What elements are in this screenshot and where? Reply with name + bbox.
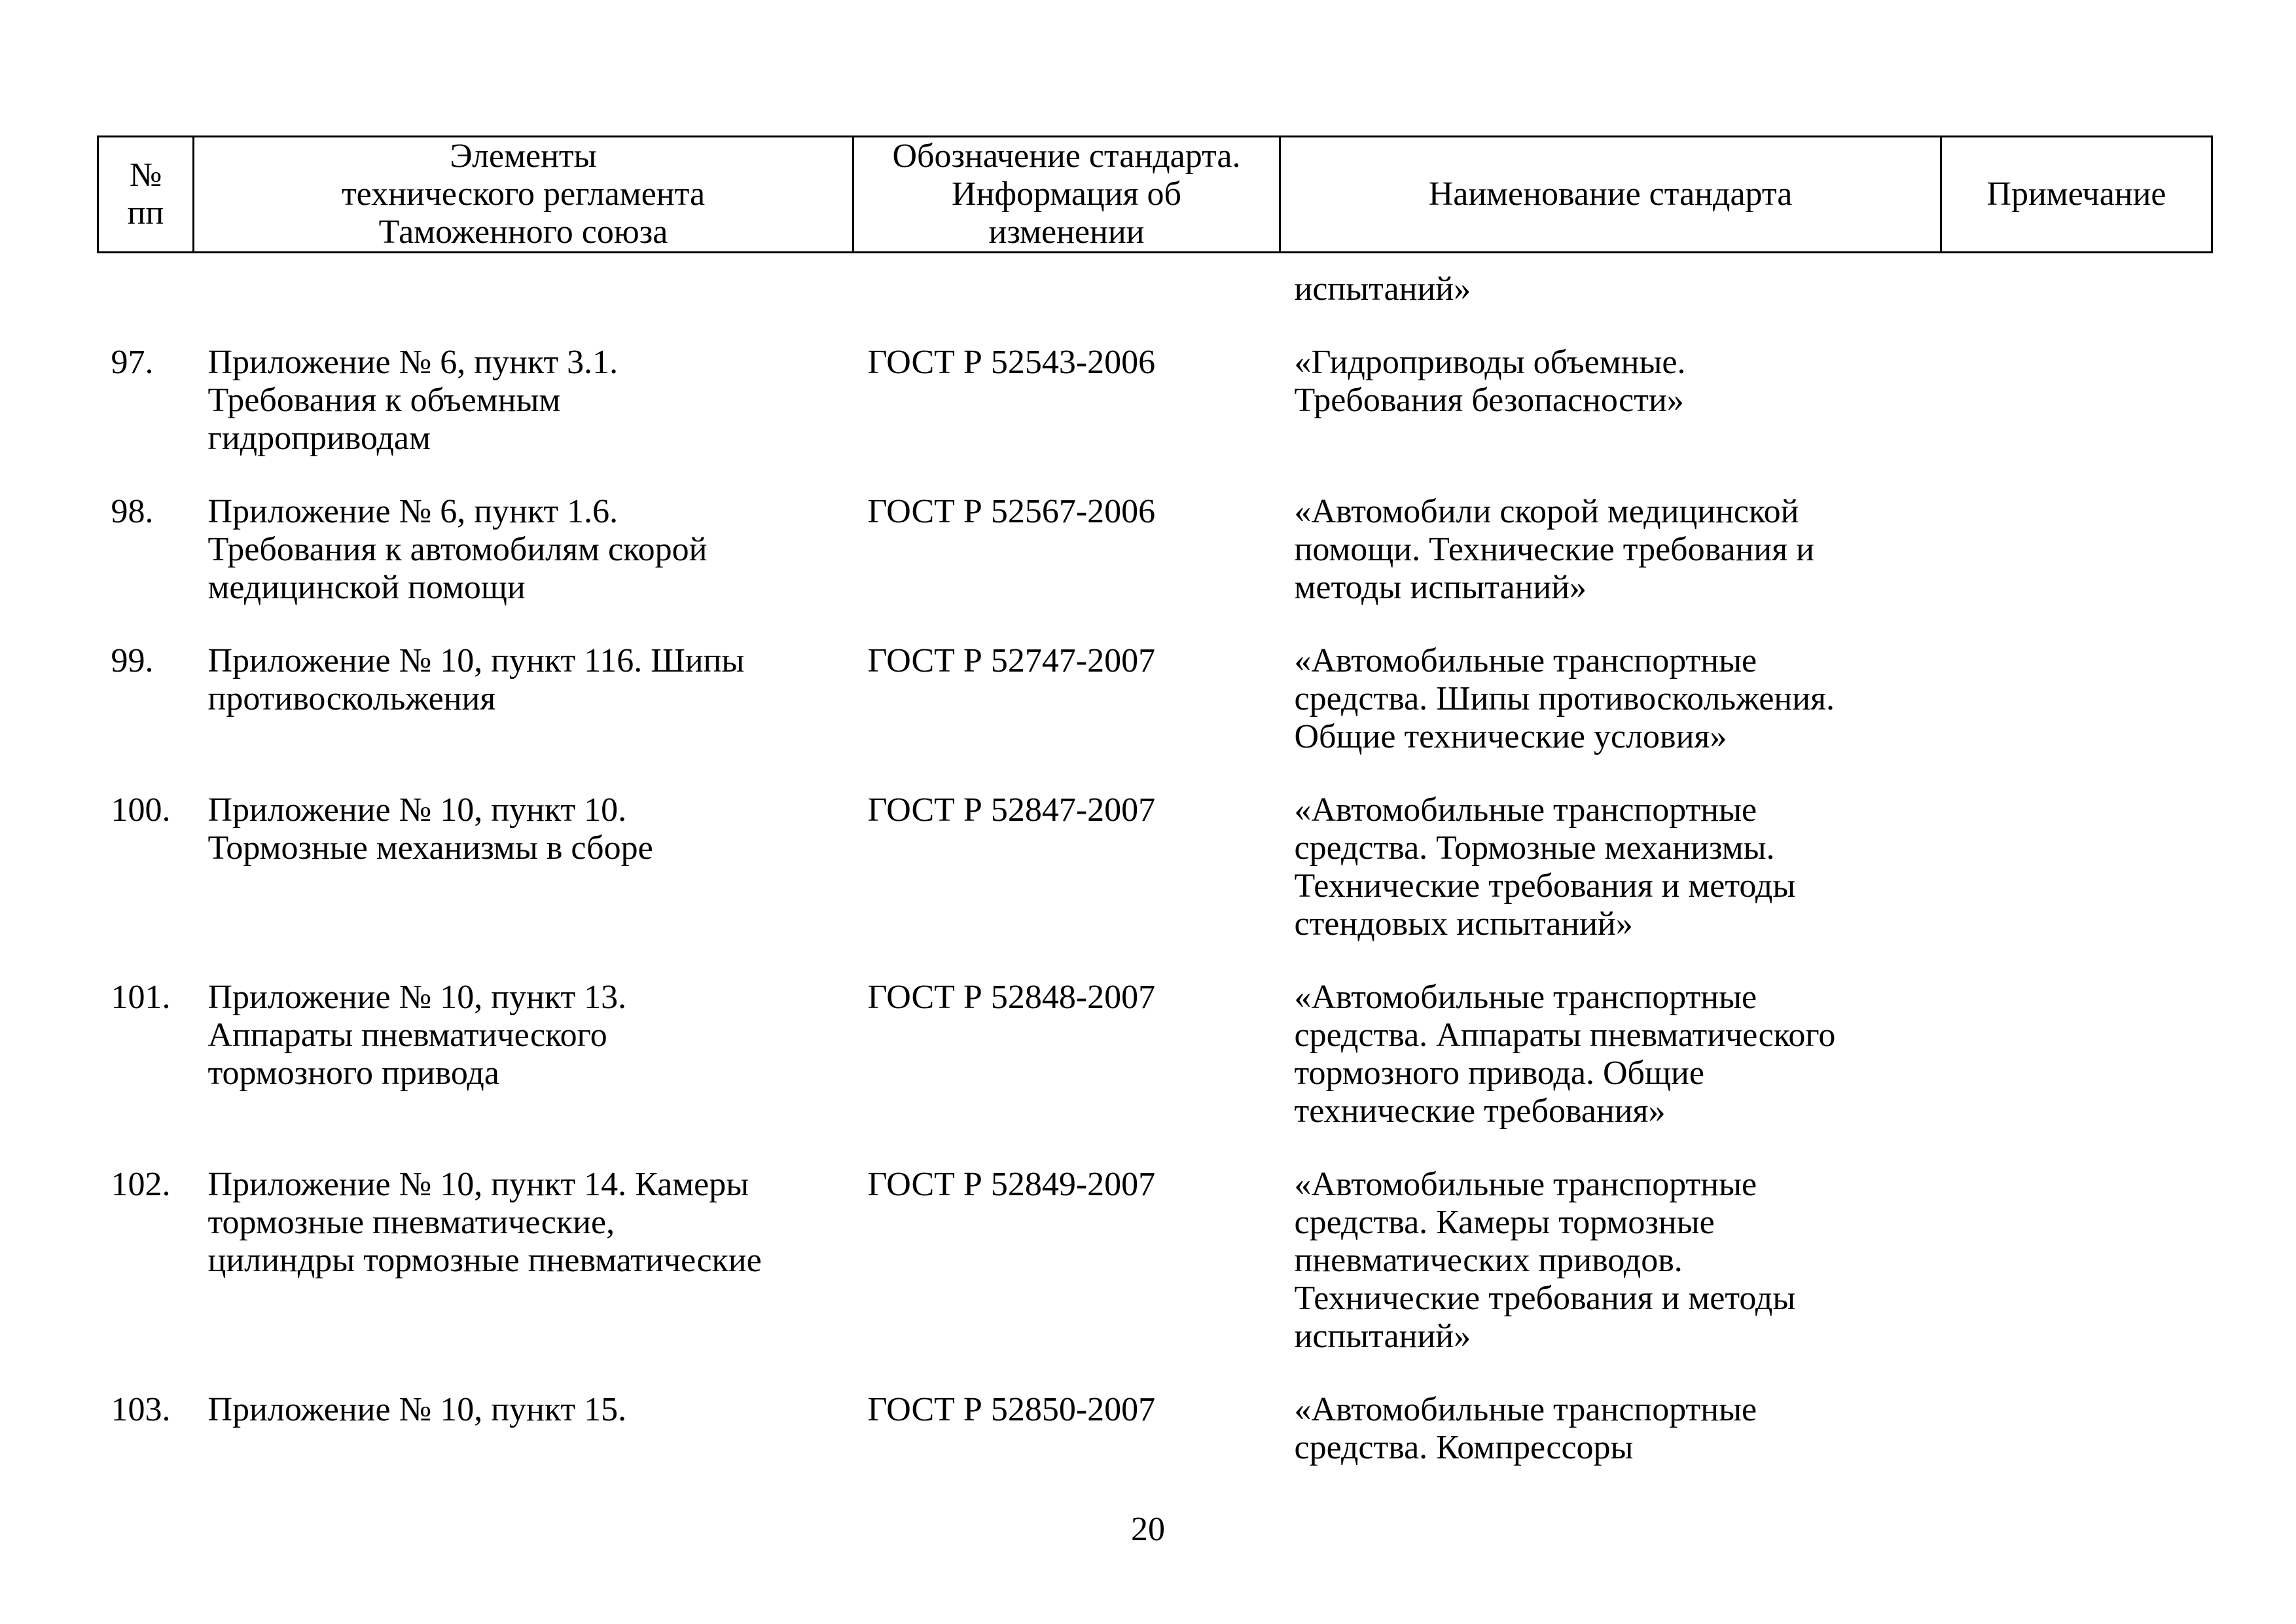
- cell-element: Приложение № 10, пункт 15.: [207, 1391, 627, 1428]
- header-standard-designation-text: Обозначение стандарта. Информация об изменении: [892, 137, 1241, 251]
- cell-number: [98, 253, 194, 344]
- cell-number: 102.: [111, 1166, 171, 1203]
- cell-standard-name: «Автомобильные транспортные средства. Аппараты пневматического тормозного привода. Общие технические требования»: [1294, 979, 1836, 1130]
- table-row: [98, 791, 2212, 979]
- cell-element: Приложение № 10, пункт 10. Тормозные механизмы в сборе: [207, 791, 653, 867]
- header-number-text: № пп: [127, 156, 164, 232]
- header-standard-designation: [853, 137, 1280, 253]
- cell-designation: ГОСТ Р 52847-2007: [867, 791, 1156, 829]
- cell-designation: ГОСТ Р 52849-2007: [867, 1166, 1156, 1203]
- header-regulation-elements-text: Элементы технического регламента Таможенного союза: [341, 137, 706, 251]
- cell-designation: ГОСТ Р 52850-2007: [867, 1391, 1156, 1428]
- cell-number: 101.: [111, 979, 171, 1016]
- cell-note: [1941, 642, 2212, 791]
- cell-note: [1941, 979, 2212, 1166]
- table-body: [98, 253, 2212, 1503]
- cell-note: [1941, 1166, 2212, 1391]
- cell-standard-name: «Автомобильные транспортные средства. Шипы противоскольжения. Общие технические условия»: [1294, 642, 1835, 755]
- cell-standard-name: «Гидроприводы объемные. Требования безопасности»: [1294, 344, 1686, 419]
- table-row-continuation: [98, 253, 2212, 344]
- cell-element: Приложение № 10, пункт 13. Аппараты пневматического тормозного привода: [207, 979, 627, 1092]
- header-row: [98, 137, 2212, 253]
- table-row: [98, 493, 2212, 642]
- table-row: [98, 642, 2212, 791]
- cell-designation: [853, 253, 1280, 344]
- cell-note: [1941, 791, 2212, 979]
- cell-designation: ГОСТ Р 52848-2007: [867, 979, 1156, 1016]
- table-row: [98, 344, 2212, 493]
- cell-number: 103.: [111, 1391, 171, 1428]
- cell-note: [1941, 493, 2212, 642]
- cell-note: [1941, 253, 2212, 344]
- cell-element: Приложение № 6, пункт 1.6. Требования к автомобилям скорой медицинской помощи: [207, 493, 708, 606]
- cell-standard-name: испытаний»: [1294, 270, 1471, 308]
- cell-number: 98.: [111, 493, 154, 530]
- cell-element: Приложение № 10, пункт 116. Шипы противоскольжения: [207, 642, 745, 717]
- page-number: 20: [1131, 1511, 1165, 1548]
- cell-designation: ГОСТ Р 52567-2006: [867, 493, 1156, 530]
- cell-standard-name: «Автомобильные транспортные средства. Камеры тормозные пневматических приводов. Технические требования и методы испытаний»: [1294, 1166, 1796, 1355]
- header-standard-name-text: Наименование стандарта: [1428, 175, 1793, 213]
- cell-note: [1941, 344, 2212, 493]
- table-header: [98, 137, 2212, 253]
- header-regulation-elements: [194, 137, 853, 253]
- standards-table: [97, 135, 2213, 1502]
- table-row: [98, 1391, 2212, 1502]
- cell-element: Приложение № 10, пункт 14. Камеры тормозные пневматические, цилиндры тормозные пневматические: [207, 1166, 762, 1279]
- cell-designation: ГОСТ Р 52747-2007: [867, 642, 1156, 679]
- cell-standard-name: «Автомобильные транспортные средства. Компрессоры: [1294, 1391, 1757, 1466]
- cell-standard-name: «Автомобили скорой медицинской помощи. Технические требования и методы испытаний»: [1294, 493, 1814, 606]
- cell-designation: ГОСТ Р 52543-2006: [867, 344, 1156, 381]
- cell-number: 100.: [111, 791, 171, 829]
- header-number: [98, 137, 194, 253]
- header-note-text: Примечание: [1986, 175, 2166, 213]
- cell-number: 99.: [111, 642, 154, 679]
- table-row: [98, 979, 2212, 1166]
- cell-element: Приложение № 6, пункт 3.1. Требования к объемным гидроприводам: [207, 344, 619, 457]
- table-row: [98, 1166, 2212, 1391]
- cell-element: [194, 253, 853, 344]
- header-note: [1941, 137, 2212, 253]
- header-standard-name: [1280, 137, 1941, 253]
- cell-number: 97.: [111, 344, 154, 381]
- cell-note: [1941, 1391, 2212, 1502]
- cell-standard-name: «Автомобильные транспортные средства. Тормозные механизмы. Технические требования и методы стендовых испытаний»: [1294, 791, 1796, 943]
